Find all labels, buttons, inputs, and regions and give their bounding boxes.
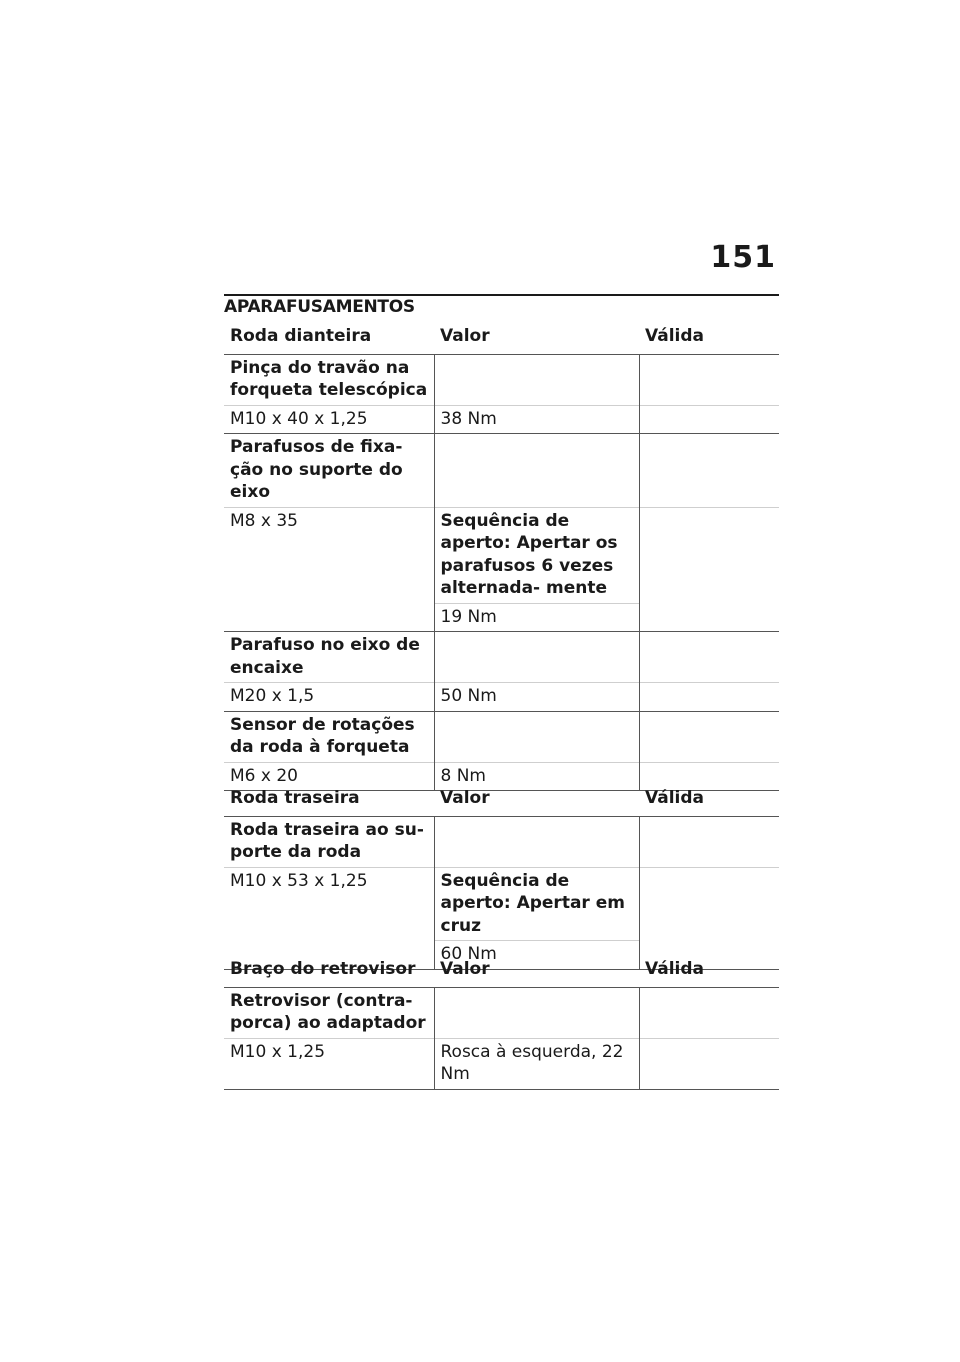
table-row [224,434,779,508]
item-name: Retrovisor (contra- porca) ao adaptador [230,990,426,1033]
item-value: 19 Nm [434,603,639,632]
mirror-arm-table [224,955,779,1090]
table-header-row [224,955,779,987]
table-row [224,632,779,683]
item-value: 50 Nm [434,683,639,712]
item-spec: M8 x 35 [224,507,434,632]
item-sequence: Sequência de aperto: Apertar em cruz [434,867,639,941]
item-value: 60 Nm [434,941,639,970]
item-name: Parafusos de fixa- ção no suporte do eixo [224,434,434,508]
table-row [224,683,779,712]
col-header-component: Roda dianteira [224,322,434,354]
item-name: Sensor de rotações da roda à forqueta [224,711,434,762]
item-spec: M6 x 20 [224,762,434,791]
col-header-valid: Válida [639,322,779,354]
item-value: Rosca à esquerda, 22 Nm [434,1038,639,1089]
page-number: 151 [710,240,776,275]
table-row [224,1038,779,1089]
item-name: Parafuso no eixo de encaixe [224,632,434,683]
table-row [224,405,779,434]
item-spec: M10 x 40 x 1,25 [224,405,434,434]
col-header-value: Valor [434,322,639,354]
col-header-value: Valor [434,784,639,816]
item-spec: M10 x 53 x 1,25 [224,867,434,969]
col-header-component: Roda traseira [224,784,434,816]
rear-wheel-table [224,784,779,970]
item-name: Pinça do travão na forqueta telescópica [230,357,428,400]
table-row [224,507,779,603]
front-wheel-table [224,322,779,791]
item-value: 8 Nm [434,762,639,791]
item-spec: M20 x 1,5 [224,683,434,712]
item-sequence: Sequência de aperto: Apertar os parafusos 6 vezes alternada- mente [434,507,639,603]
table-row [224,711,779,762]
table-header-row [224,322,779,354]
table-row [224,816,779,867]
item-value: 38 Nm [434,405,639,434]
col-header-valid: Válida [639,784,779,816]
section-title: APARAFUSAMENTOS [224,297,415,317]
table-row [224,867,779,941]
table-row [224,987,779,1038]
item-name: Roda traseira ao su- porte da roda [230,819,424,862]
table-header-row [224,784,779,816]
col-header-value: Valor [434,955,639,987]
section-rule [224,294,779,296]
col-header-valid: Válida [639,955,779,987]
item-spec: M10 x 1,25 [224,1038,434,1089]
col-header-component: Braço do retrovisor [224,955,434,987]
table-row [224,354,779,405]
